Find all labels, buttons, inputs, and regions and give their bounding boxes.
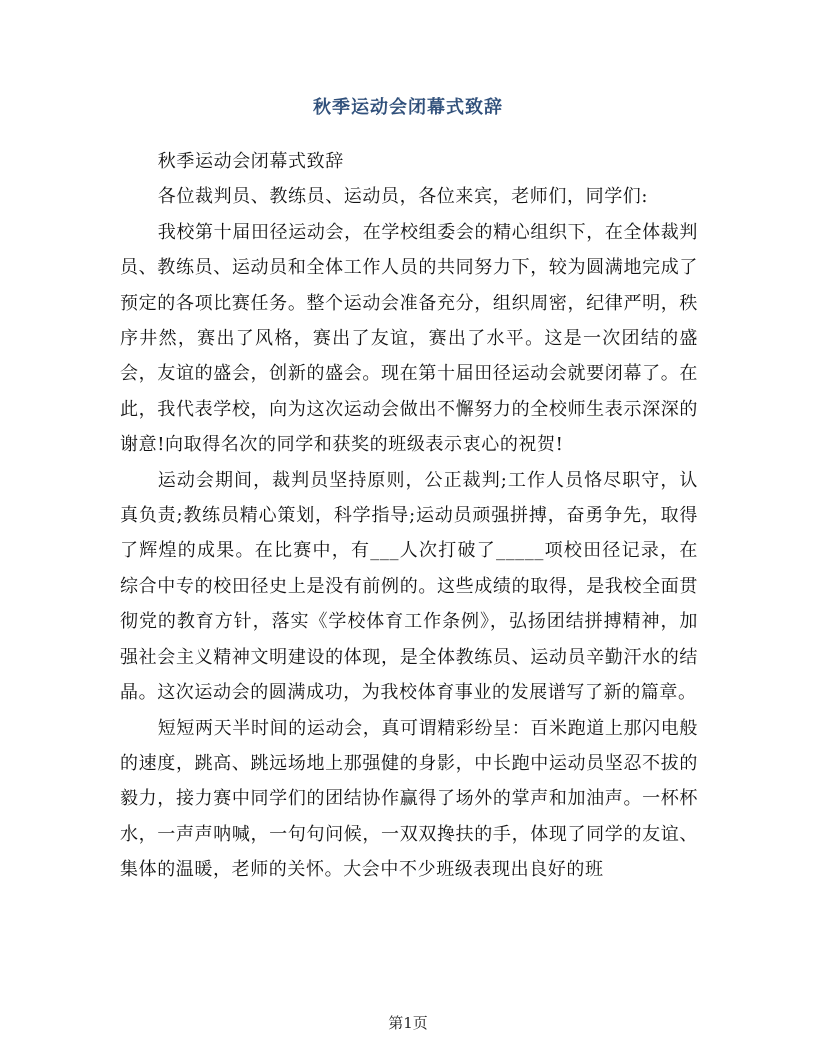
salutation-paragraph: 各位裁判员、教练员、运动员，各位来宾，老师们，同学们: (157, 186, 649, 208)
subtitle-paragraph: 秋季运动会闭幕式致辞 (157, 151, 344, 172)
body-paragraph-2: 运动会期间，裁判员坚持原则，公正裁判;工作人员恪尽职守，认真负责;教练员精心策划，科学指导;运动员顽强拼搏，奋勇争先，取得了辉煌的成果。在比赛中，有___人次打破了_____项校田径记录，在综合中专的校田径史上是没有前例的。这些成绩的取得，是我校全面贯彻党的教育方针，落实《学校体育工作条例》，弘扬团结拼搏精神，加强社会主义精神文明建设的体现，是全体教练员、运动员辛勤汗水的结晶。这次运动会的圆满成功，为我校体育事业的发展谱写了新的篇章。 (120, 469, 698, 704)
document-body (120, 144, 698, 888)
page-number: 第1页 (388, 1014, 428, 1032)
body-paragraph-3: 短短两天半时间的运动会，真可谓精彩纷呈：百米跑道上那闪电般的速度，跳高、跳远场地上那强健的身影，中长跑中运动员坚忍不拔的毅力，接力赛中同学们的团结协作赢得了场外的掌声和加油声。一杯杯水，一声声呐喊，一句句问候，一双双搀扶的手，体现了同学的友谊、集体的温暖，老师的关怀。大会中不少班级表现出良好的班 (120, 717, 698, 881)
body-paragraph-1: 我校第十届田径运动会，在学校组委会的精心组织下，在全体裁判员、教练员、运动员和全体工作人员的共同努力下，较为圆满地完成了预定的各项比赛任务。整个运动会准备充分，组织周密，纪律严明，秩序井然，赛出了风格，赛出了友谊，赛出了水平。这是一次团结的盛会，友谊的盛会，创新的盛会。现在第十届田径运动会就要闭幕了。在此，我代表学校，向为这次运动会做出不懈努力的全校师生表示深深的谢意!向取得名次的同学和获奖的班级表示衷心的祝贺! (120, 221, 698, 456)
document-title: 秋季运动会闭幕式致辞 (313, 97, 503, 118)
